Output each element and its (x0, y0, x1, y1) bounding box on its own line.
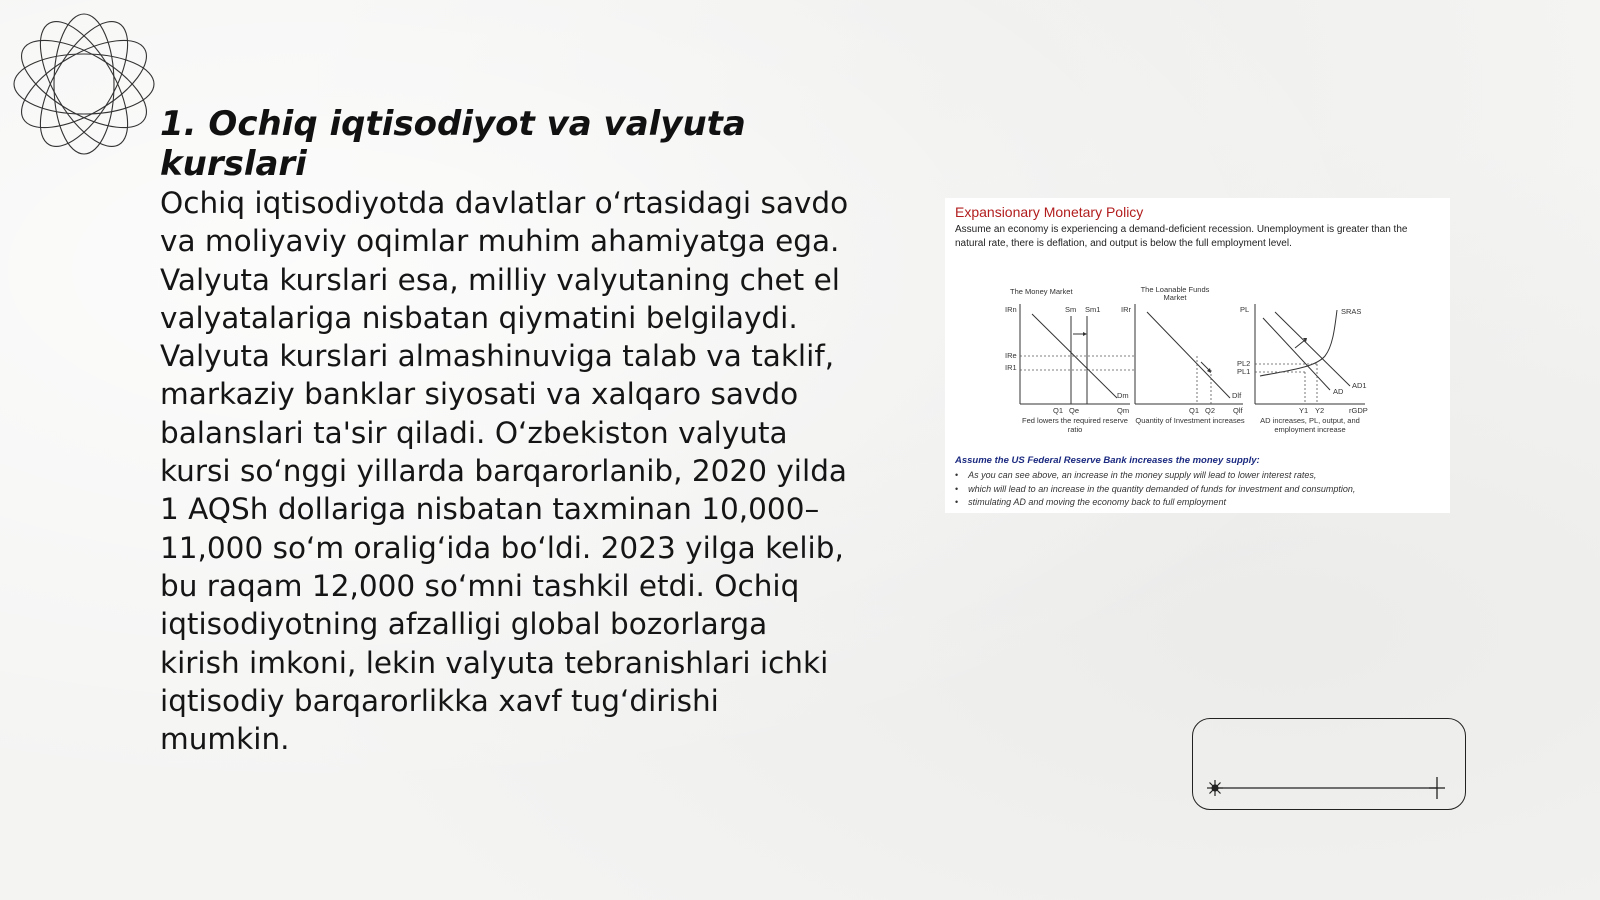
monetary-policy-figure (945, 198, 1450, 513)
decorative-line-box (1192, 718, 1466, 810)
slide-title: 1. Ochiq iqtisodiyot va valyuta kurslari (160, 104, 746, 184)
tick-label: Y2 (1315, 406, 1325, 415)
list-item: • As you can see above, an increase in the money supply will lead to lower interest rates, (955, 469, 1355, 483)
tick-label: Y1 (1299, 406, 1309, 415)
spirograph-ornament-icon (10, 10, 158, 158)
figure-bullet-list (955, 469, 1355, 510)
axis-label: PL (1240, 305, 1250, 314)
axis-label: Qlf (1233, 406, 1243, 415)
loanable-funds-panel (1121, 286, 1245, 446)
curve-label: Dlf (1232, 391, 1242, 400)
tick-label: PL1 (1237, 367, 1251, 376)
curve-label: Sm (1065, 305, 1077, 314)
ad-as-panel (1237, 304, 1368, 448)
tick-label: Q1 (1189, 406, 1200, 415)
figure-title: Expansionary Monetary Policy (955, 204, 1144, 220)
tick-label: Q2 (1205, 406, 1216, 415)
list-item: • which will lead to an increase in the quantity demanded of funds for investment and consumption, (955, 483, 1355, 497)
curve-label: AD (1333, 387, 1344, 396)
slide-body-text: Ochiq iqtisodiyotda davlatlar oʻrtasidagi savdo va moliyaviy oqimlar muhim ahamiyatga ega. Valyuta kurslari esa, milliy valyutaning chet el valyatalariga nisbatan qiymatini belgilaydi. Valyuta kurslari almashinuviga talab va taklif, markaziy banklar siyosati va xalqaro savdo balanslari ta'sir qiladi. Oʻzbekiston valyuta kursi soʻnggi yillarda barqarorlanib, 2020 yilda 1 AQSh dollariga nisbatan taxminan 10,000–11,000 soʻm oraligʻida boʻldi. 2023 yilga kelib, bu raqam 12,000 soʻmni tashkil etdi. Ochiq iqtisodiyotning afzalligi global bozorlarga kirish imkoni, lekin valyuta tebranishlari ichki iqtisodiy barqarorlikka xavf tugʻdirishi mumkin. (160, 186, 849, 757)
decorative-line (1193, 719, 1465, 809)
axis-label: Qm (1117, 406, 1130, 415)
curve-label: Dm (1117, 391, 1129, 400)
curve-label: SRAS (1341, 307, 1362, 316)
money-market-panel (1005, 287, 1135, 446)
panel-title: The Money Market (1010, 287, 1073, 296)
tick-label: Q1 (1053, 406, 1064, 415)
axis-label: IRn (1005, 305, 1017, 314)
curve-label: Sm1 (1085, 305, 1101, 314)
tick-label: Qe (1069, 406, 1080, 415)
curve-label: AD1 (1352, 381, 1367, 390)
figure-assume-heading: Assume the US Federal Reserve Bank increases the money supply: (955, 455, 1260, 466)
axis-label: rGDP (1349, 406, 1368, 415)
sparkle-icon (1429, 777, 1445, 799)
panel-caption: AD increases, PL, output, and employment increase (1260, 416, 1360, 434)
axis-label: IRr (1121, 305, 1131, 314)
tick-label: IRe (1005, 351, 1017, 360)
panel-caption: Fed lowers the required reserve ratio (1022, 416, 1128, 434)
list-item: • stimulating AD and moving the economy back to full employment (955, 496, 1355, 510)
tick-label: PL2 (1237, 359, 1251, 368)
sun-icon (1207, 780, 1223, 796)
panel-caption: Quantity of Investment increases (1135, 416, 1245, 425)
panel-title: The Loanable Funds Market (1140, 286, 1210, 302)
figure-intro: Assume an economy is experiencing a demand-deficient recession. Unemployment is greater than the natural rate, there is deflation, and output is below the full employment level. (955, 224, 1408, 249)
tick-label: IR1 (1005, 363, 1017, 372)
figure-graphs (945, 286, 1450, 451)
